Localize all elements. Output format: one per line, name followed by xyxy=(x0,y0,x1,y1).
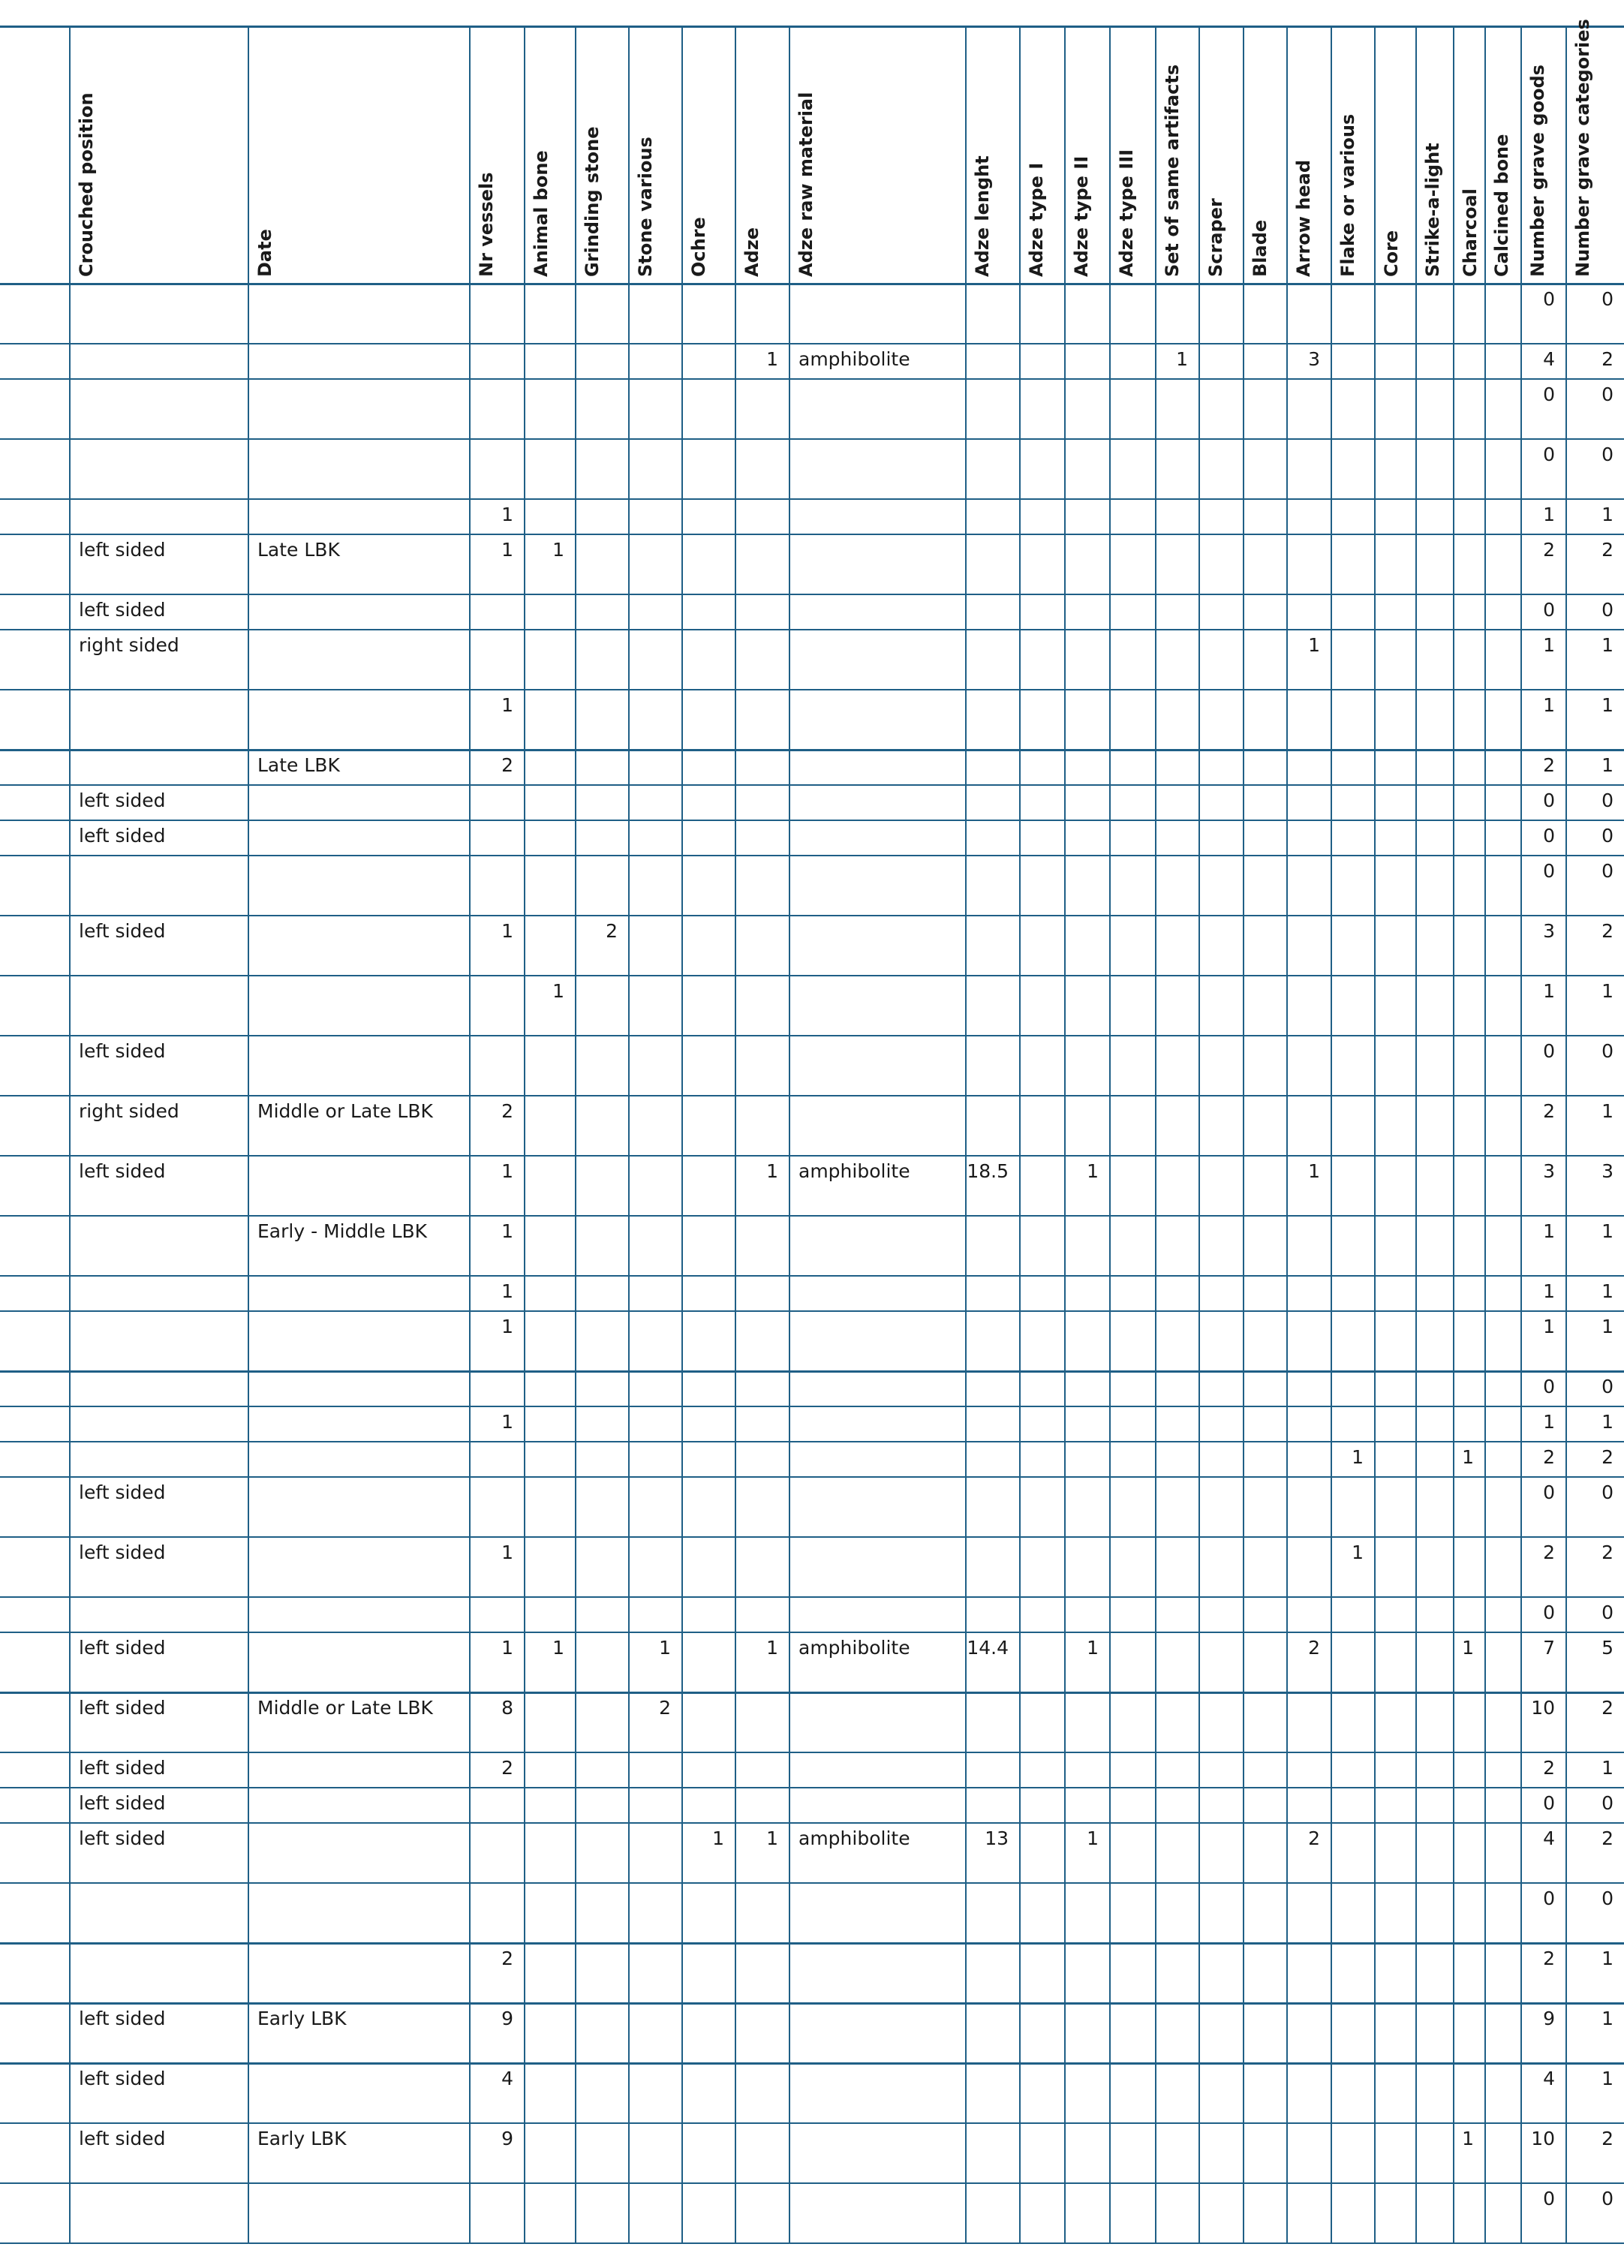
table-cell: 1 xyxy=(501,504,513,525)
table-cell: 4 xyxy=(501,2068,513,2089)
grid-line xyxy=(0,1596,1624,1598)
column-header: Set of same artifacts xyxy=(1162,64,1183,277)
table-cell: left sided xyxy=(79,1697,166,1719)
table-cell: 1 xyxy=(501,1411,513,1433)
grid-line xyxy=(0,1476,1624,1478)
table-cell: 3 xyxy=(1308,348,1320,370)
grid-line xyxy=(1109,26,1111,2242)
grid-line xyxy=(0,1882,1624,1884)
table-cell: left sided xyxy=(79,599,166,621)
table-cell: left sided xyxy=(79,2008,166,2029)
column-header: Number grave goods xyxy=(1527,65,1548,277)
table-cell: 1 xyxy=(1543,980,1555,1002)
grid-line xyxy=(0,1692,1624,1694)
grid-line xyxy=(0,975,1624,976)
column-header: Nr vessels xyxy=(476,172,497,277)
grid-line xyxy=(0,2182,1624,2184)
table-cell: 13 xyxy=(985,1827,1009,1849)
table-cell: 0 xyxy=(1601,825,1613,847)
table-cell: 1 xyxy=(1087,1160,1099,1182)
table-cell: left sided xyxy=(79,1792,166,1814)
grid-line xyxy=(0,1942,1624,1945)
grid-line xyxy=(0,2122,1624,2124)
table-cell: 2 xyxy=(1543,1446,1555,1468)
column-header: Strike-a-light xyxy=(1422,143,1443,277)
table-cell: 1 xyxy=(1601,2068,1613,2089)
column-header: Number grave categories xyxy=(1572,19,1593,277)
table-cell: left sided xyxy=(79,1481,166,1503)
table-cell: 1 xyxy=(1601,1948,1613,1969)
table-cell: 2 xyxy=(1601,1446,1613,1468)
table-cell: 1 xyxy=(1601,754,1613,776)
table-cell: 1 xyxy=(1543,1220,1555,1242)
table-cell: 2 xyxy=(1543,1542,1555,1563)
table-cell: 0 xyxy=(1543,2188,1555,2209)
column-header: Adze type III xyxy=(1116,149,1137,277)
column-header: Ochre xyxy=(688,217,709,277)
table-cell: 0 xyxy=(1543,599,1555,621)
table-cell: 5 xyxy=(1601,1637,1613,1659)
table-cell: 8 xyxy=(501,1697,513,1719)
table-cell: 0 xyxy=(1543,444,1555,465)
table-cell: Early LBK xyxy=(257,2128,347,2149)
column-header: Adze lenght xyxy=(972,155,993,277)
grid-line xyxy=(0,1822,1624,1824)
table-cell: 3 xyxy=(1601,1160,1613,1182)
table-cell: 1 xyxy=(766,1160,778,1182)
table-cell: 2 xyxy=(501,1100,513,1122)
grid-line xyxy=(0,1155,1624,1157)
table-cell: 2 xyxy=(1601,348,1613,370)
table-cell: 9 xyxy=(501,2128,513,2149)
table-cell: 9 xyxy=(501,2008,513,2029)
table-cell: 9 xyxy=(1543,2008,1555,2029)
table-cell: 1 xyxy=(1601,2008,1613,2029)
table-cell: left sided xyxy=(79,790,166,811)
table-cell: 2 xyxy=(1601,539,1613,561)
table-cell: 1 xyxy=(1543,634,1555,656)
grid-line xyxy=(0,820,1624,821)
table-cell: 1 xyxy=(1601,1100,1613,1122)
table-cell: 1 xyxy=(552,539,564,561)
grid-line xyxy=(0,1632,1624,1633)
grid-line xyxy=(0,1536,1624,1538)
grid-line xyxy=(0,2002,1624,2005)
table-cell: 2 xyxy=(1543,539,1555,561)
grid-line xyxy=(69,26,71,2242)
table-cell: 1 xyxy=(766,348,778,370)
grid-line xyxy=(0,1406,1624,1407)
grid-line xyxy=(1484,26,1486,2242)
table-cell: 1 xyxy=(659,1637,671,1659)
table-cell: left sided xyxy=(79,1542,166,1563)
grid-line xyxy=(524,26,525,2242)
grid-line xyxy=(0,594,1624,595)
table-cell: 1 xyxy=(1543,504,1555,525)
table-cell: 0 xyxy=(1543,1481,1555,1503)
table-cell: right sided xyxy=(79,1100,179,1122)
table-cell: 1 xyxy=(1601,1316,1613,1337)
table-cell: 1 xyxy=(1352,1446,1364,1468)
grid-line xyxy=(0,784,1624,786)
grid-line xyxy=(1453,26,1454,2242)
table-cell: 1 xyxy=(1601,634,1613,656)
column-header: Flake or various xyxy=(1337,113,1358,277)
table-cell: 1 xyxy=(1543,1411,1555,1433)
table-cell: 0 xyxy=(1601,1040,1613,1062)
table-cell: left sided xyxy=(79,1757,166,1779)
grid-line xyxy=(965,26,967,2242)
column-header: Date xyxy=(254,229,275,277)
grid-line xyxy=(1198,26,1200,2242)
table-cell: 2 xyxy=(1543,1757,1555,1779)
table-cell: 1 xyxy=(1543,1280,1555,1302)
table-cell: 0 xyxy=(1543,288,1555,310)
table-cell: left sided xyxy=(79,1637,166,1659)
column-header: Adze xyxy=(741,227,762,277)
column-header: Charcoal xyxy=(1460,188,1481,277)
table-cell: Late LBK xyxy=(257,754,340,776)
table-cell: 0 xyxy=(1543,860,1555,882)
table-cell: 1 xyxy=(766,1637,778,1659)
table-cell: Middle or Late LBK xyxy=(257,1697,433,1719)
table-cell: 1 xyxy=(1462,2128,1474,2149)
table-cell: 1 xyxy=(766,1827,778,1849)
table-cell: 4 xyxy=(1543,2068,1555,2089)
table-cell: 0 xyxy=(1601,860,1613,882)
table-cell: 1 xyxy=(501,1637,513,1659)
grid-line xyxy=(0,1035,1624,1036)
grid-line xyxy=(681,26,683,2242)
column-header: Crouched position xyxy=(76,92,97,277)
table-cell: 1 xyxy=(1601,1411,1613,1433)
grid-line xyxy=(628,26,630,2242)
table-cell: Late LBK xyxy=(257,539,340,561)
table-cell: 0 xyxy=(1543,1040,1555,1062)
table-cell: 0 xyxy=(1543,1792,1555,1814)
table-cell: 1 xyxy=(1601,1280,1613,1302)
table-cell: 1 xyxy=(1308,1160,1320,1182)
table-cell: 2 xyxy=(1601,2128,1613,2149)
grid-line xyxy=(0,915,1624,916)
column-header: Blade xyxy=(1250,219,1271,277)
table-cell: 1 xyxy=(501,920,513,942)
table-cell: 1 xyxy=(501,1316,513,1337)
table-cell: 1 xyxy=(1601,1220,1613,1242)
table-cell: 2 xyxy=(1543,754,1555,776)
table-cell: 0 xyxy=(1601,2188,1613,2209)
grid-line xyxy=(1374,26,1376,2242)
table-cell: 2 xyxy=(501,1948,513,1969)
table-cell: 0 xyxy=(1543,384,1555,405)
table-cell: 1 xyxy=(552,1637,564,1659)
table-cell: 7 xyxy=(1543,1637,1555,1659)
grid-line xyxy=(0,1275,1624,1277)
grid-line xyxy=(0,629,1624,630)
grid-line xyxy=(0,749,1624,751)
grid-line xyxy=(0,1787,1624,1788)
grid-line xyxy=(0,1095,1624,1096)
table-cell: 0 xyxy=(1601,1481,1613,1503)
table-cell: 1 xyxy=(552,980,564,1002)
table-cell: 1 xyxy=(712,1827,724,1849)
grid-line xyxy=(0,1310,1624,1312)
table-cell: 0 xyxy=(1543,790,1555,811)
table-cell: 1 xyxy=(1462,1446,1474,1468)
table-cell: 2 xyxy=(1308,1637,1320,1659)
table-cell: 1 xyxy=(501,539,513,561)
table-cell: left sided xyxy=(79,2128,166,2149)
grid-line xyxy=(789,26,790,2242)
table-cell: 0 xyxy=(1543,825,1555,847)
table-cell: 1 xyxy=(1601,504,1613,525)
table-cell: amphibolite xyxy=(798,1637,910,1659)
table-cell: amphibolite xyxy=(798,348,910,370)
table-cell: 1 xyxy=(1601,1757,1613,1779)
grid-line xyxy=(1064,26,1066,2242)
grid-line xyxy=(0,2242,1624,2244)
grid-line xyxy=(1331,26,1332,2242)
table-cell: 1 xyxy=(1543,694,1555,716)
grid-line xyxy=(1019,26,1021,2242)
table-cell: left sided xyxy=(79,920,166,942)
grid-line xyxy=(0,2062,1624,2065)
column-header: Grinding stone xyxy=(582,126,603,277)
table-cell: left sided xyxy=(79,1160,166,1182)
table-cell: left sided xyxy=(79,539,166,561)
table-cell: 2 xyxy=(1601,1827,1613,1849)
table-cell: 2 xyxy=(1543,1948,1555,1969)
column-header: Adze type I xyxy=(1026,162,1047,277)
table-cell: Middle or Late LBK xyxy=(257,1100,433,1122)
table-cell: 10 xyxy=(1531,2128,1555,2149)
table-cell: 1 xyxy=(1601,694,1613,716)
grid-line xyxy=(0,689,1624,690)
column-header: Stone various xyxy=(635,137,656,277)
table-cell: 2 xyxy=(501,1757,513,1779)
table-cell: 2 xyxy=(1601,1542,1613,1563)
grid-line xyxy=(0,855,1624,856)
table-cell: 2 xyxy=(501,754,513,776)
table-cell: 1 xyxy=(1462,1637,1474,1659)
column-header: Animal bone xyxy=(531,150,552,277)
table-cell: 1 xyxy=(501,1160,513,1182)
grid-line xyxy=(0,438,1624,440)
table-cell: amphibolite xyxy=(798,1160,910,1182)
table-cell: 1 xyxy=(501,1220,513,1242)
table-cell: 0 xyxy=(1601,1602,1613,1623)
table-cell: 0 xyxy=(1601,599,1613,621)
grid-line xyxy=(0,1441,1624,1442)
table-cell: 3 xyxy=(1543,920,1555,942)
table-cell: 10 xyxy=(1531,1697,1555,1719)
table-cell: 0 xyxy=(1601,384,1613,405)
column-header: Adze type II xyxy=(1071,155,1092,277)
table-cell: left sided xyxy=(79,2068,166,2089)
table-cell: 0 xyxy=(1543,1887,1555,1909)
table-cell: 2 xyxy=(1308,1827,1320,1849)
column-header: Scraper xyxy=(1205,198,1226,277)
column-header: Arrow head xyxy=(1293,160,1314,277)
table-cell: 0 xyxy=(1601,444,1613,465)
grid-line xyxy=(1243,26,1244,2242)
grid-line xyxy=(0,498,1624,500)
table-cell: 1 xyxy=(1087,1827,1099,1849)
table-cell: 18.5 xyxy=(967,1160,1009,1182)
table-cell: left sided xyxy=(79,825,166,847)
grid-line xyxy=(469,26,471,2242)
table-cell: 1 xyxy=(1308,634,1320,656)
table-cell: 2 xyxy=(1543,1100,1555,1122)
table-cell: 0 xyxy=(1601,1376,1613,1397)
table-cell: 1 xyxy=(501,1280,513,1302)
table-cell: left sided xyxy=(79,1040,166,1062)
table-cell: left sided xyxy=(79,1827,166,1849)
table-cell: 1 xyxy=(1176,348,1188,370)
table-cell: 4 xyxy=(1543,1827,1555,1849)
table-cell: 0 xyxy=(1601,1887,1613,1909)
table-cell: 1 xyxy=(501,694,513,716)
table-cell: Early LBK xyxy=(257,2008,347,2029)
table-cell: 14.4 xyxy=(967,1637,1009,1659)
table-cell: 0 xyxy=(1543,1376,1555,1397)
table-cell: 0 xyxy=(1601,790,1613,811)
grid-line xyxy=(0,378,1624,380)
grid-line xyxy=(0,534,1624,535)
table-cell: 4 xyxy=(1543,348,1555,370)
table-cell: 1 xyxy=(1087,1637,1099,1659)
grid-line xyxy=(0,283,1624,285)
table-cell: 3 xyxy=(1543,1160,1555,1182)
table-cell: 2 xyxy=(1601,920,1613,942)
table-cell: 2 xyxy=(606,920,618,942)
column-header: Calcined bone xyxy=(1491,134,1512,277)
column-header: Adze raw material xyxy=(795,92,817,277)
column-header: Core xyxy=(1381,230,1402,277)
grid-line xyxy=(1415,26,1417,2242)
table-cell: 1 xyxy=(1352,1542,1364,1563)
grid-line xyxy=(0,1215,1624,1217)
table-cell: 2 xyxy=(1601,1697,1613,1719)
table-cell: 2 xyxy=(659,1697,671,1719)
grid-line xyxy=(248,26,249,2242)
table-cell: 1 xyxy=(501,1542,513,1563)
table-cell: 0 xyxy=(1543,1602,1555,1623)
grid-line xyxy=(0,1752,1624,1753)
table-cell: 1 xyxy=(1601,980,1613,1002)
table-cell: amphibolite xyxy=(798,1827,910,1849)
grid-line xyxy=(0,1370,1624,1373)
grid-line xyxy=(0,343,1624,344)
table-cell: right sided xyxy=(79,634,179,656)
table-cell: Early - Middle LBK xyxy=(257,1220,428,1242)
grid-line xyxy=(575,26,576,2242)
table-cell: 1 xyxy=(1543,1316,1555,1337)
table-cell: 0 xyxy=(1601,1792,1613,1814)
table-cell: 0 xyxy=(1601,288,1613,310)
